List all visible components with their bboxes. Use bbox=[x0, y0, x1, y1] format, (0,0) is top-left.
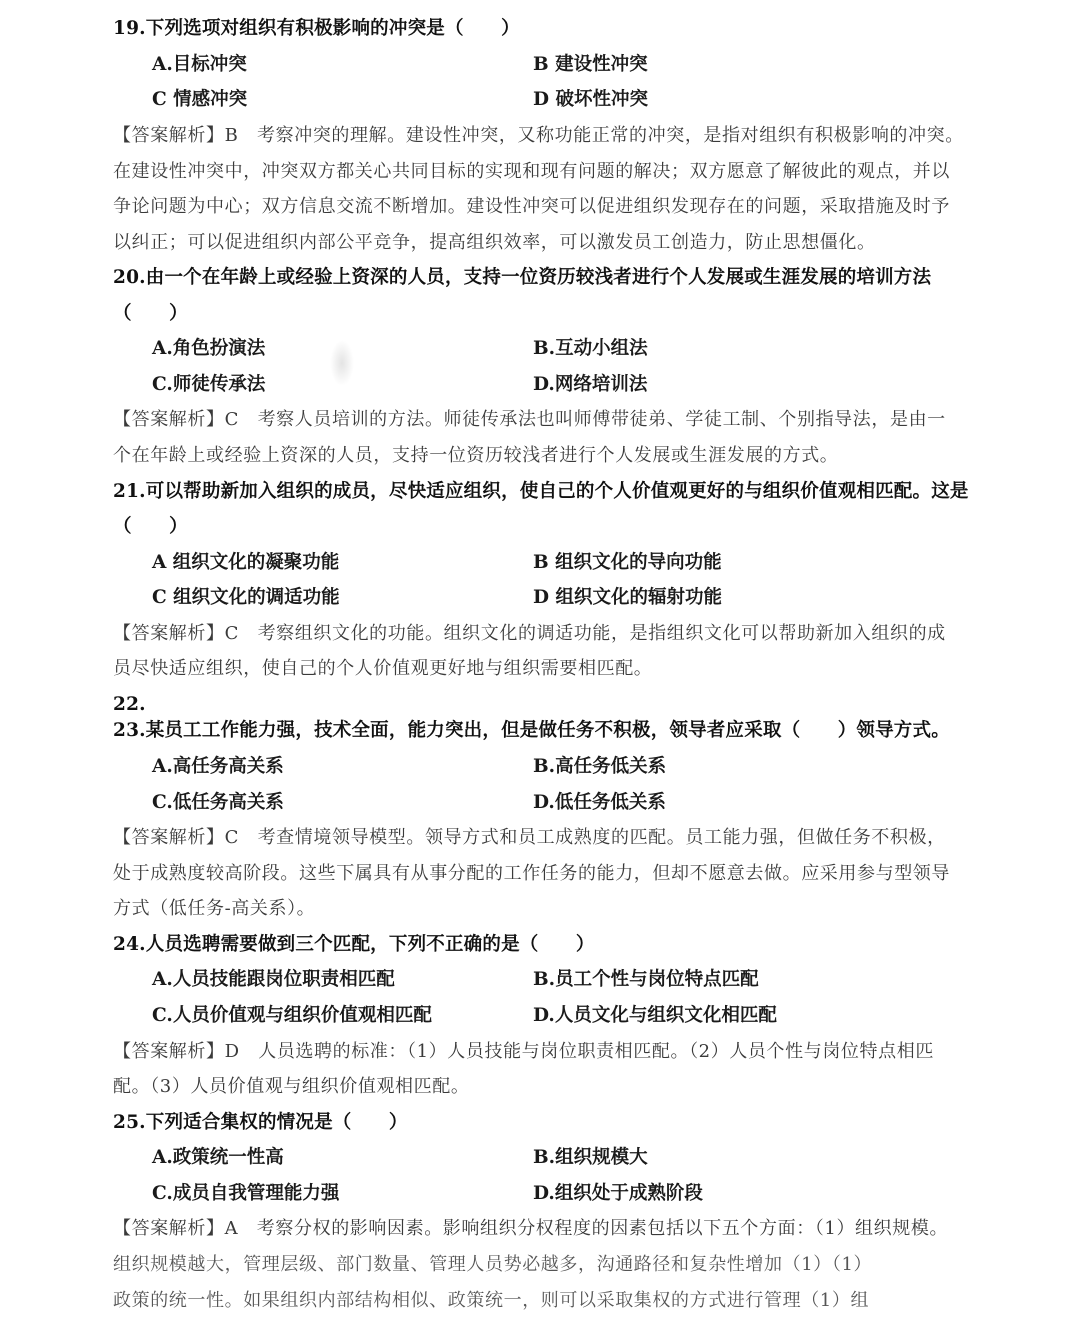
question-21-analysis-line: 【答案解析】C 考察组织文化的功能。组织文化的调适功能，是指组织文化可以帮助新加入组织的成 bbox=[113, 623, 946, 644]
question-19-option-b: B 建设性冲突 bbox=[533, 54, 648, 75]
question-22-stem: 22. bbox=[113, 694, 146, 715]
question-19-analysis-line: 争论问题为中心；双方信息交流不断增加。建设性冲突可以促进组织发现存在的问题，采取措施及时予 bbox=[113, 196, 950, 217]
question-19-stem: 19.下列选项对组织有积极影响的冲突是（ ） bbox=[113, 18, 520, 39]
question-20-option-a: A.角色扮演法 bbox=[152, 338, 266, 359]
question-25-stem: 25.下列适合集权的情况是（ ） bbox=[113, 1112, 408, 1133]
question-23-stem: 23.某员工工作能力强，技术全面，能力突出，但是做任务不积极，领导者应采取（ ）领导方式。 bbox=[113, 720, 950, 741]
question-25-option-b: B.组织规模大 bbox=[533, 1147, 648, 1168]
question-20-analysis-line: 【答案解析】C 考察人员培训的方法。师徒传承法也叫师傅带徒弟、学徒工制、个别指导法，是由一 bbox=[113, 409, 946, 430]
question-23-analysis-line: 方式（低任务-高关系）。 bbox=[113, 898, 316, 919]
question-23-option-b: B.高任务低关系 bbox=[533, 756, 667, 777]
question-21-option-c: C 组织文化的调适功能 bbox=[152, 587, 340, 608]
question-24-analysis-line: 配。（3）人员价值观与组织价值观相匹配。 bbox=[113, 1076, 470, 1097]
question-25-option-a: A.政策统一性高 bbox=[152, 1147, 284, 1168]
question-23-analysis-line: 【答案解析】C 考查情境领导模型。领导方式和员工成熟度的匹配。员工能力强，但做任务不积极， bbox=[113, 827, 946, 848]
question-24-option-d: D.人员文化与组织文化相匹配 bbox=[533, 1005, 777, 1026]
question-21-option-b: B 组织文化的导向功能 bbox=[533, 552, 722, 573]
question-19-option-c: C 情感冲突 bbox=[152, 89, 248, 110]
question-24-analysis-line: 【答案解析】D 人员选聘的标准：（1）人员技能与岗位职责相匹配。（2）人员个性与岗位特点相匹 bbox=[113, 1041, 934, 1062]
question-20-analysis-line: 个在年龄上或经验上资深的人员，支持一位资历较浅者进行个人发展或生涯发展的方式。 bbox=[113, 445, 839, 466]
question-25-option-c: C.成员自我管理能力强 bbox=[152, 1183, 340, 1204]
question-21-stem: 21.可以帮助新加入组织的成员，尽快适应组织，使自己的个人价值观更好的与组织价值观相匹配。这是 bbox=[113, 481, 969, 502]
scan-smudge bbox=[330, 340, 354, 386]
question-23-option-a: A.高任务高关系 bbox=[152, 756, 284, 777]
question-20-stem: 20.由一个在年龄上或经验上资深的人员，支持一位资历较浅者进行个人发展或生涯发展的培训方法 bbox=[113, 267, 932, 288]
question-21-option-a: A 组织文化的凝聚功能 bbox=[152, 552, 340, 573]
question-21-option-d: D 组织文化的辐射功能 bbox=[533, 587, 722, 608]
question-20-option-c: C.师徒传承法 bbox=[152, 374, 266, 395]
question-21-blank: （ ） bbox=[113, 516, 188, 537]
question-23-option-c: C.低任务高关系 bbox=[152, 792, 284, 813]
question-19-option-d: D 破坏性冲突 bbox=[533, 89, 648, 110]
question-25-analysis-line: 组织规模越大，管理层级、部门数量、管理人员势必越多，沟通路径和复杂性增加（1）（1） bbox=[113, 1254, 873, 1275]
question-21-analysis-line: 员尽快适应组织，使自己的个人价值观更好地与组织需要相匹配。 bbox=[113, 658, 653, 679]
question-24-option-c: C.人员价值观与组织价值观相匹配 bbox=[152, 1005, 432, 1026]
question-19-analysis-line: 在建设性冲突中，冲突双方都关心共同目标的实现和现有问题的解决；双方愿意了解彼此的观点，并以 bbox=[113, 161, 950, 182]
question-20-option-d: D.网络培训法 bbox=[533, 374, 648, 395]
question-24-stem: 24.人员选聘需要做到三个匹配，下列不正确的是（ ） bbox=[113, 934, 595, 955]
question-23-option-d: D.低任务低关系 bbox=[533, 792, 666, 813]
question-19-option-a: A.目标冲突 bbox=[152, 54, 247, 75]
question-25-analysis-line: 政策的统一性。如果组织内部结构相似、政策统一，则可以采取集权的方式进行管理（1）组 bbox=[113, 1290, 870, 1311]
question-24-option-b: B.员工个性与岗位特点匹配 bbox=[533, 969, 759, 990]
question-25-analysis-line: 【答案解析】A 考察分权的影响因素。影响组织分权程度的因素包括以下五个方面：（1）组织规模。 bbox=[113, 1218, 949, 1239]
question-23-analysis-line: 处于成熟度较高阶段。这些下属具有从事分配的工作任务的能力，但却不愿意去做。应采用参与型领导 bbox=[113, 863, 950, 884]
question-24-option-a: A.人员技能跟岗位职责相匹配 bbox=[152, 969, 395, 990]
question-25-option-d: D.组织处于成熟阶段 bbox=[533, 1183, 703, 1204]
question-20-blank: （ ） bbox=[113, 303, 188, 324]
question-19-analysis-line: 以纠正；可以促进组织内部公平竞争，提高组织效率，可以激发员工创造力，防止思想僵化。 bbox=[113, 232, 876, 253]
question-20-option-b: B.互动小组法 bbox=[533, 338, 648, 359]
question-19-analysis-line: 【答案解析】B 考察冲突的理解。建设性冲突，又称功能正常的冲突，是指对组织有积极影响的冲突。 bbox=[113, 125, 964, 146]
